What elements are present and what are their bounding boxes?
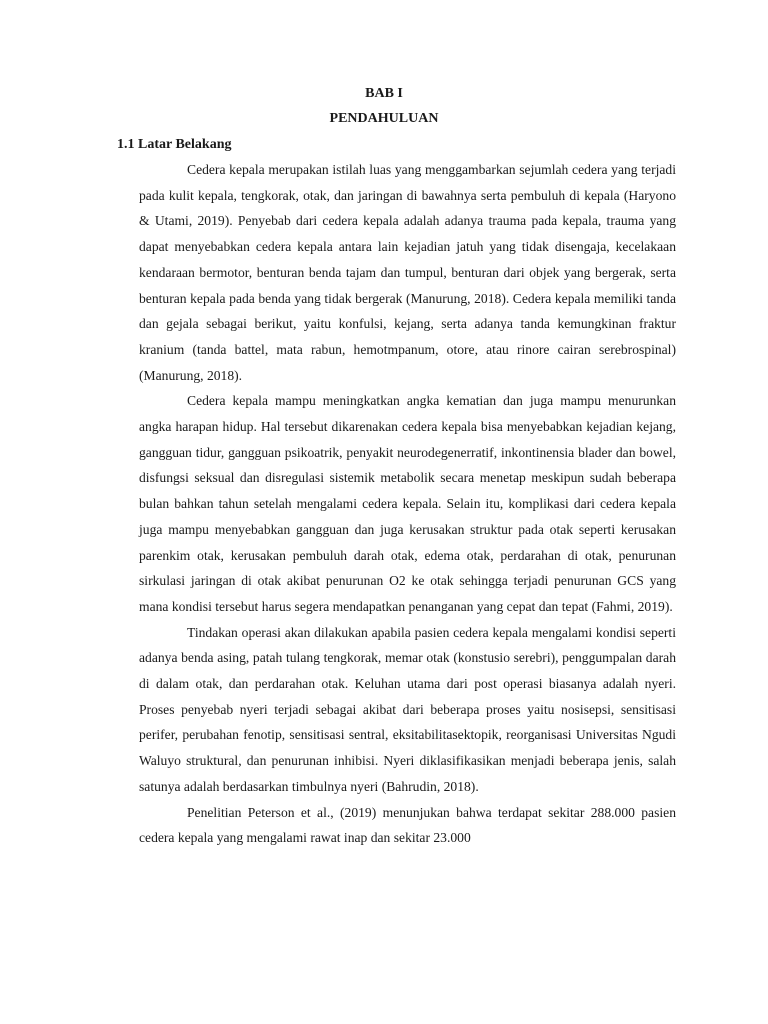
chapter-number: BAB I bbox=[365, 86, 403, 101]
paragraph: Tindakan operasi akan dilakukan apabila pasien cedera kepala mengalami kondisi seperti adanya benda asing, patah tulang tengkorak, memar otak (konstusio serebri), penggumpalan darah di dalam otak, dan perdarahan otak. Keluhan utama dari post operasi biasanya adalah nyeri. Proses penyebab nyeri terjadi sebagai akibat dari beberapa proses yaitu nosisepsi, sensitisasi perifer, perubahan fenotip, sensitisasi sentral, eksitabilitasektopik, reorganisasi Universitas Ngudi Waluyo struktural, dan penurunan inhibisi. Nyeri diklasifikasikan menjadi beberapa jenis, salah satunya adalah berdasarkan timbulnya nyeri (Bahrudin, 2018). bbox=[139, 624, 676, 794]
paragraph: Penelitian Peterson et al., (2019) menunjukan bahwa terdapat sekitar 288.000 pasien cedera kepala yang mengalami rawat inap dan sekitar 23.000 bbox=[139, 804, 676, 846]
chapter-title: PENDAHULUAN bbox=[329, 111, 439, 126]
paragraph: Cedera kepala merupakan istilah luas yang menggambarkan sejumlah cedera yang terjadi pada kulit kepala, tengkorak, otak, dan jaringan di bawahnya serta pembuluh di kepala (Haryono & Utami, 2019). Penyebab dari cedera kepala adalah adanya trauma pada kepala, trauma yang dapat menyebabkan cedera kepala antara lain kejadian jatuh yang tidak disengaja, kecelakaan kendaraan bermotor, benturan benda tajam dan tumpul, benturan dari objek yang bergerak, serta benturan kepala pada benda yang tidak bergerak (Manurung, 2018). Cedera kepala memiliki tanda dan gejala sebagai berikut, yaitu konfulsi, kejang, serta adanya tanda kemungkinan fraktur kranium (tanda battel, mata rabun, hemotmpanum, otore, atau rinore cairan serebrospinal) (Manurung, 2018). bbox=[139, 162, 676, 383]
document-body bbox=[139, 157, 676, 851]
section-heading: 1.1 Latar Belakang bbox=[117, 137, 232, 152]
paragraph: Cedera kepala mampu meningkatkan angka kematian dan juga mampu menurunkan angka harapan hidup. Hal tersebut dikarenakan cedera kepala bisa menyebabkan kejadian kejang, gangguan tidur, gangguan psikoatrik, penyakit neurodegenerratif, inkontinensia blader dan bowel, disfungsi seksual dan disregulasi sistemik metabolik secara menetap meskipun sudah beberapa bulan bahkan tahun setelah mengalami cedera kepala. Selain itu, komplikasi dari cedera kepala juga mampu menyebabkan gangguan dan juga kerusakan struktur pada otak seperti kerusakan parenkim otak, kerusakan pembuluh darah otak, edema otak, perdarahan di otak, penurunan sirkulasi jaringan di otak akibat penurunan O2 ke otak sehingga terjadi penurunan GCS yang mana kondisi tersebut harus segera mendapatkan penanganan yang cepat dan tepat (Fahmi, 2019). bbox=[139, 393, 676, 614]
